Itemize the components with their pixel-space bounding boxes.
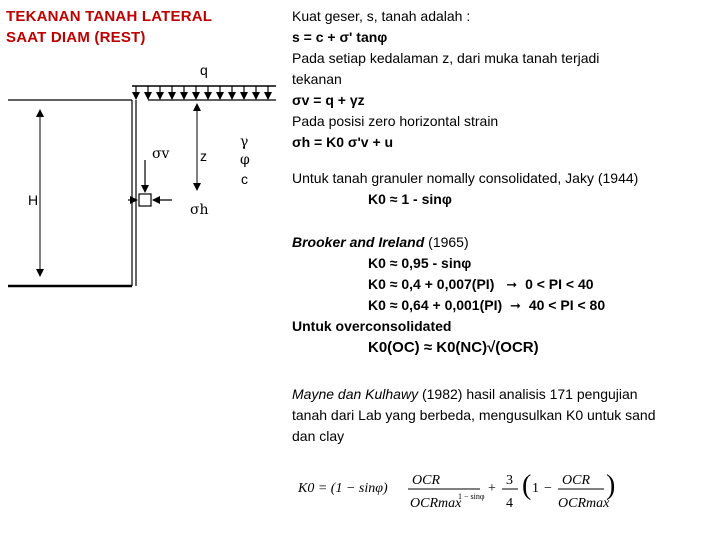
brooker-equation-1: K0 ≈ 0,95 - sinφ xyxy=(368,255,472,271)
title-line-2: SAAT DIAM (REST) xyxy=(6,29,146,46)
formula-numerator-3: 3 xyxy=(506,473,513,488)
sigma-h-label: σh xyxy=(190,202,209,218)
formula-ocr-numerator: OCR xyxy=(412,473,440,488)
cohesion-label: c xyxy=(241,171,248,187)
mayne-line-1 xyxy=(292,384,656,405)
implies-arrow-icon: ➞ xyxy=(510,298,521,313)
formula-ocr-max-denominator: OCRmax xyxy=(410,496,462,511)
sigma-v-equation: σv = q + γz xyxy=(292,92,365,108)
brooker-name: Brooker and Ireland xyxy=(292,234,425,250)
surcharge-label: q xyxy=(200,62,208,78)
zero-strain-text: Pada posisi zero horizontal strain xyxy=(292,113,499,129)
jaky-block xyxy=(292,168,638,210)
depth-description-1: Pada setiap kedalaman z, dari muka tanah terjadi xyxy=(292,50,600,66)
formula-close-paren: ) xyxy=(606,470,616,501)
formula-denominator-4: 4 xyxy=(506,496,513,511)
sigma-h-equation: σh = K0 σ'v + u xyxy=(292,134,394,150)
formula-ocr-numerator-2: OCR xyxy=(562,473,590,488)
overconsolidated-intro: Untuk overconsolidated xyxy=(292,318,452,334)
brooker-equation-2: K0 ≈ 0,4 + 0,007(PI) xyxy=(368,276,495,292)
title-line-1: TEKANAN TANAH LATERAL xyxy=(6,8,213,25)
height-label: H xyxy=(28,192,39,208)
formula-ocr-max-denominator-2: OCRmax xyxy=(558,496,610,511)
mayne-name: Mayne dan Kulhawy xyxy=(292,386,419,402)
mayne-line-3: dan clay xyxy=(292,428,345,444)
jaky-intro: Untuk tanah granuler nomally consolidated, Jaky (1944) xyxy=(292,170,639,186)
depth-description-2: tekanan xyxy=(292,71,342,87)
lateral-pressure-diagram xyxy=(0,0,290,300)
brooker-condition-3: 40 < PI < 80 xyxy=(528,297,606,313)
formula-open-paren: ( xyxy=(522,470,532,501)
formula-plus: + xyxy=(488,481,496,496)
formula-lhs: K0 = (1 − sinφ) xyxy=(298,481,388,496)
brooker-heading xyxy=(292,232,605,253)
unit-weight-label: γ xyxy=(240,134,249,150)
mayne-block xyxy=(292,384,656,447)
jaky-equation: K0 ≈ 1 - sinφ xyxy=(368,191,452,207)
mayne-line-1-rest: (1982) hasil analisis 171 pengujian xyxy=(418,386,638,402)
brooker-equation-3-row xyxy=(292,295,605,316)
soil-element xyxy=(139,194,151,206)
mayne-kulhawy-formula xyxy=(288,462,718,522)
implies-arrow-icon: ➞ xyxy=(506,277,518,292)
friction-angle-label: φ xyxy=(240,152,250,168)
brooker-block xyxy=(292,232,605,358)
shear-equation: s = c + σ' tanφ xyxy=(292,29,388,45)
formula-minus: − xyxy=(544,481,552,496)
brooker-equation-3: K0 ≈ 0,64 + 0,001(PI) xyxy=(368,297,503,313)
sigma-v-label: σv xyxy=(152,146,170,162)
formula-exponent: 1 − sinφ xyxy=(458,492,485,501)
surcharge-arrows xyxy=(136,86,268,99)
theory-text-block xyxy=(292,6,599,153)
brooker-equation-2-row xyxy=(292,274,605,295)
overconsolidated-equation: K0(OC) ≈ K0(NC)√(OCR) xyxy=(368,339,539,356)
brooker-condition-2: 0 < PI < 40 xyxy=(525,276,594,292)
depth-label: z xyxy=(200,148,207,164)
brooker-year: (1965) xyxy=(424,234,469,250)
formula-one: 1 xyxy=(532,481,539,496)
shear-intro: Kuat geser, s, tanah adalah : xyxy=(292,8,471,24)
mayne-line-2: tanah dari Lab yang berbeda, mengusulkan K0 untuk sand xyxy=(292,407,656,423)
